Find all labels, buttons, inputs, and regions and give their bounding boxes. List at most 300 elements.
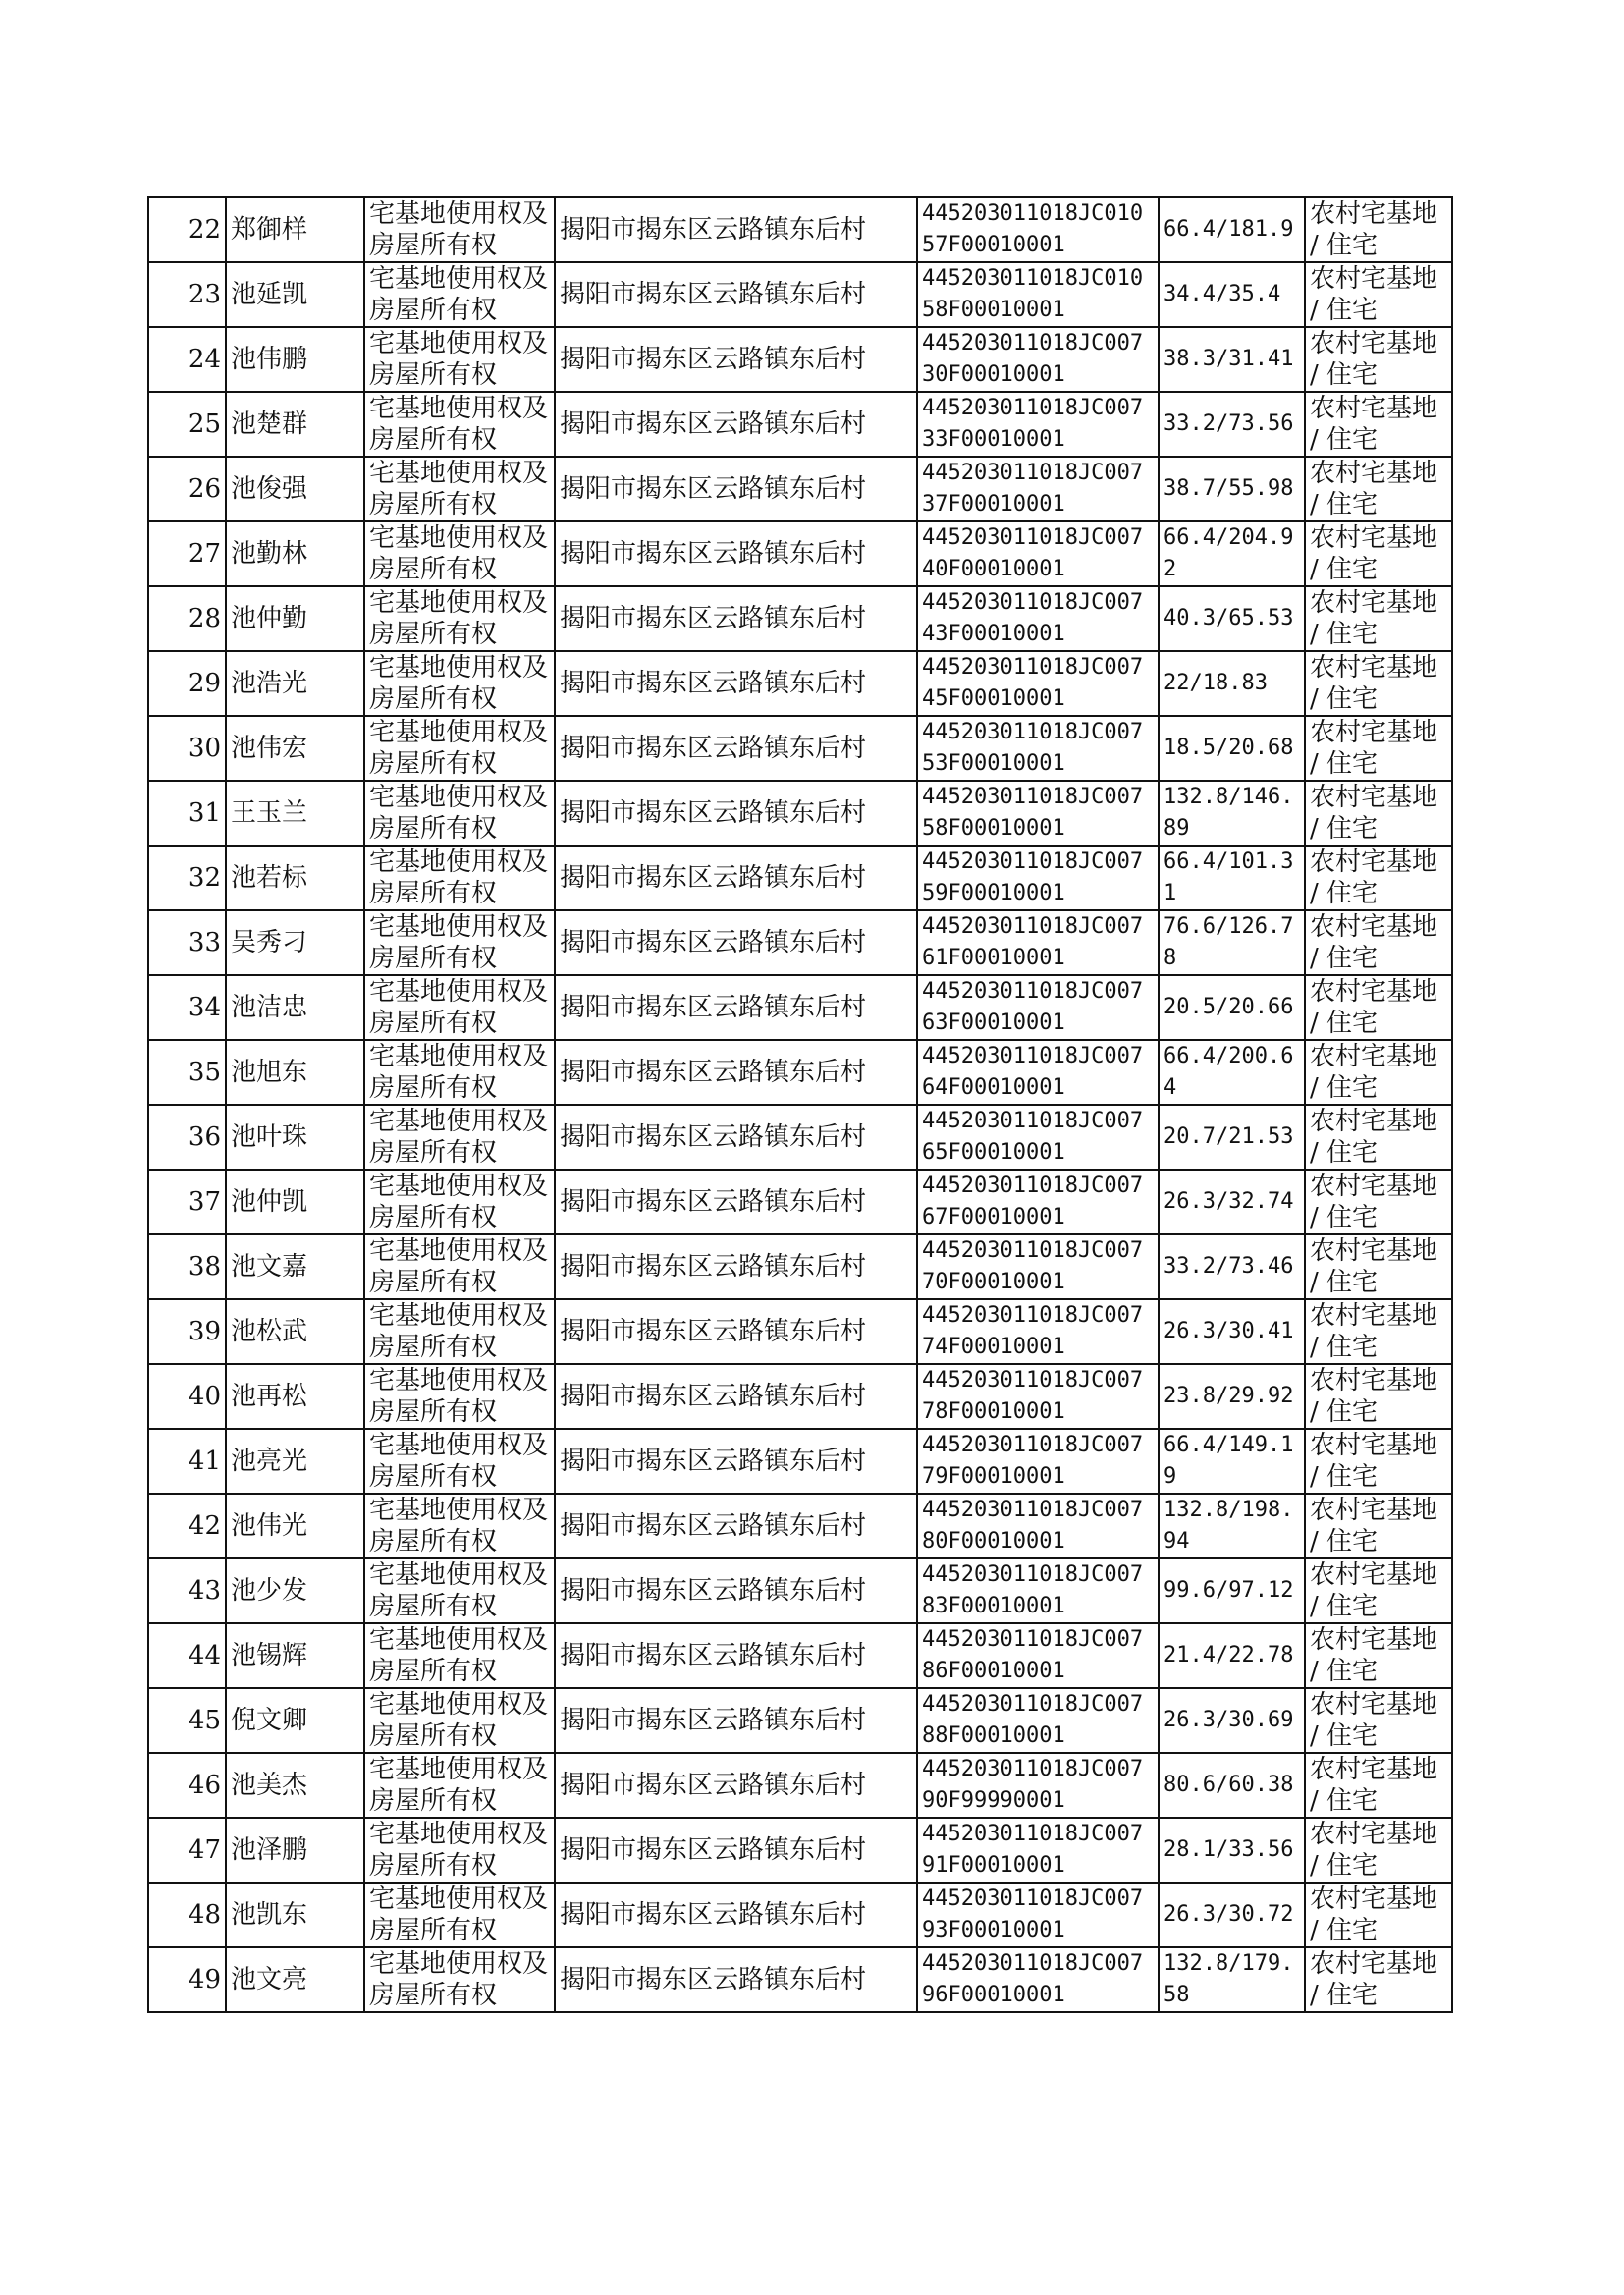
unit-id [917, 327, 1159, 392]
area-text: 40.3/65.53 [1164, 606, 1294, 630]
unit-id-text: 445203011018JC01058F00010001 [922, 266, 1144, 322]
property-location [555, 392, 917, 457]
unit-id-text: 445203011018JC00733F00010001 [922, 396, 1144, 452]
table-row [148, 1883, 1452, 1947]
land-use [1305, 1818, 1452, 1883]
no-text: 22 [188, 215, 221, 245]
row-number [148, 1299, 226, 1364]
owner-name [226, 651, 364, 716]
property-location [555, 1947, 917, 2012]
right-type [364, 1753, 555, 1818]
area-value [1159, 457, 1305, 521]
location-text: 揭阳市揭东区云路镇东后村 [560, 1771, 867, 1800]
area-value [1159, 1234, 1305, 1299]
owner-name [226, 1234, 364, 1299]
property-location [555, 910, 917, 975]
table-row [148, 1429, 1452, 1494]
land-use [1305, 392, 1452, 457]
area-text: 132.8/179.58 [1164, 1951, 1294, 2007]
no-text: 26 [188, 474, 221, 504]
row-number [148, 1688, 226, 1753]
unit-id-text: 445203011018JC01057F00010001 [922, 201, 1144, 257]
land-use [1305, 1494, 1452, 1558]
use-text: 农村宅基地 / 住宅 [1310, 1236, 1438, 1297]
no-text: 44 [188, 1641, 221, 1670]
right-type-text: 宅基地使用权及房屋所有权 [369, 1755, 549, 1816]
table-row [148, 651, 1452, 716]
area-value [1159, 1558, 1305, 1623]
right-type [364, 1688, 555, 1753]
name-text: 池锡辉 [231, 1641, 308, 1670]
land-use [1305, 1883, 1452, 1947]
name-text: 池伟光 [231, 1511, 308, 1541]
property-location [555, 327, 917, 392]
row-number [148, 1623, 226, 1688]
use-text: 农村宅基地 / 住宅 [1310, 1885, 1438, 1945]
table-row [148, 1040, 1452, 1105]
no-text: 29 [188, 669, 221, 698]
land-use [1305, 262, 1452, 327]
area-text: 26.3/30.69 [1164, 1708, 1294, 1732]
use-text: 农村宅基地 / 住宅 [1310, 588, 1438, 649]
property-location [555, 1558, 917, 1623]
right-type-text: 宅基地使用权及房屋所有权 [369, 329, 549, 390]
location-text: 揭阳市揭东区云路镇东后村 [560, 215, 867, 245]
owner-name [226, 1818, 364, 1883]
location-text: 揭阳市揭东区云路镇东后村 [560, 928, 867, 957]
location-text: 揭阳市揭东区云路镇东后村 [560, 1447, 867, 1476]
right-type [364, 1364, 555, 1429]
table-row [148, 1234, 1452, 1299]
no-text: 25 [188, 410, 221, 439]
row-number [148, 975, 226, 1040]
right-type-text: 宅基地使用权及房屋所有权 [369, 588, 549, 649]
area-value [1159, 1688, 1305, 1753]
area-value [1159, 521, 1305, 586]
no-text: 40 [188, 1382, 221, 1411]
area-value [1159, 1818, 1305, 1883]
table-row [148, 1364, 1452, 1429]
unit-id [917, 392, 1159, 457]
right-type [364, 521, 555, 586]
area-value [1159, 1105, 1305, 1170]
area-text: 66.4/200.64 [1164, 1044, 1294, 1100]
table-row [148, 1818, 1452, 1883]
owner-name [226, 1040, 364, 1105]
area-value [1159, 651, 1305, 716]
unit-id-text: 445203011018JC00740F00010001 [922, 525, 1144, 581]
name-text: 池俊强 [231, 474, 308, 504]
no-text: 35 [188, 1058, 221, 1087]
owner-name [226, 1494, 364, 1558]
row-number [148, 586, 226, 651]
right-type [364, 781, 555, 846]
unit-id-text: 445203011018JC00753F00010001 [922, 720, 1144, 776]
right-type-text: 宅基地使用权及房屋所有权 [369, 1625, 549, 1686]
location-text: 揭阳市揭东区云路镇东后村 [560, 1058, 867, 1087]
right-type [364, 586, 555, 651]
table-row [148, 1170, 1452, 1234]
table-row [148, 910, 1452, 975]
land-use [1305, 1299, 1452, 1364]
right-type [364, 457, 555, 521]
name-text: 池美杰 [231, 1771, 308, 1800]
property-location [555, 1883, 917, 1947]
no-text: 32 [188, 863, 221, 893]
name-text: 池洁忠 [231, 993, 308, 1022]
location-text: 揭阳市揭东区云路镇东后村 [560, 993, 867, 1022]
use-text: 农村宅基地 / 住宅 [1310, 783, 1438, 844]
unit-id [917, 1105, 1159, 1170]
area-text: 99.6/97.12 [1164, 1578, 1294, 1603]
name-text: 郑御样 [231, 215, 308, 245]
name-text: 池松武 [231, 1317, 308, 1346]
row-number [148, 521, 226, 586]
area-value [1159, 1753, 1305, 1818]
name-text: 池凯东 [231, 1900, 308, 1930]
property-location [555, 846, 917, 910]
area-text: 66.4/101.31 [1164, 849, 1294, 905]
row-number [148, 781, 226, 846]
use-text: 农村宅基地 / 住宅 [1310, 718, 1438, 779]
property-location [555, 1364, 917, 1429]
property-location [555, 1818, 917, 1883]
right-type [364, 651, 555, 716]
property-location [555, 1234, 917, 1299]
unit-id [917, 1883, 1159, 1947]
property-location [555, 716, 917, 781]
no-text: 41 [188, 1447, 221, 1476]
location-text: 揭阳市揭东区云路镇东后村 [560, 1576, 867, 1606]
owner-name [226, 1170, 364, 1234]
land-use [1305, 1364, 1452, 1429]
right-type-text: 宅基地使用权及房屋所有权 [369, 912, 549, 973]
owner-name [226, 327, 364, 392]
location-text: 揭阳市揭东区云路镇东后村 [560, 734, 867, 763]
right-type [364, 1299, 555, 1364]
table-row [148, 1494, 1452, 1558]
land-use [1305, 1040, 1452, 1105]
row-number [148, 846, 226, 910]
area-text: 33.2/73.56 [1164, 411, 1294, 436]
right-type [364, 1234, 555, 1299]
table-row [148, 716, 1452, 781]
table-row [148, 1688, 1452, 1753]
no-text: 43 [188, 1576, 221, 1606]
row-number [148, 197, 226, 262]
property-location [555, 1623, 917, 1688]
area-text: 18.5/20.68 [1164, 736, 1294, 760]
row-number [148, 1947, 226, 2012]
name-text: 池少发 [231, 1576, 308, 1606]
land-use [1305, 1105, 1452, 1170]
land-use [1305, 457, 1452, 521]
right-type [364, 197, 555, 262]
no-text: 37 [188, 1187, 221, 1217]
use-text: 农村宅基地 / 住宅 [1310, 199, 1438, 260]
property-location [555, 781, 917, 846]
area-text: 20.5/20.66 [1164, 995, 1294, 1019]
area-value [1159, 1429, 1305, 1494]
owner-name [226, 586, 364, 651]
row-number [148, 651, 226, 716]
area-text: 28.1/33.56 [1164, 1837, 1294, 1862]
unit-id-text: 445203011018JC00770F00010001 [922, 1238, 1144, 1294]
table-row [148, 586, 1452, 651]
use-text: 农村宅基地 / 住宅 [1310, 394, 1438, 455]
area-value [1159, 197, 1305, 262]
use-text: 农村宅基地 / 住宅 [1310, 1949, 1438, 2010]
unit-id [917, 910, 1159, 975]
property-location [555, 1494, 917, 1558]
area-value [1159, 1364, 1305, 1429]
right-type-text: 宅基地使用权及房屋所有权 [369, 653, 549, 714]
use-text: 农村宅基地 / 住宅 [1310, 264, 1438, 325]
unit-id-text: 445203011018JC00796F00010001 [922, 1951, 1144, 2007]
records-table [147, 196, 1453, 2013]
area-value [1159, 1170, 1305, 1234]
no-text: 47 [188, 1835, 221, 1865]
no-text: 48 [188, 1900, 221, 1930]
right-type [364, 1818, 555, 1883]
use-text: 农村宅基地 / 住宅 [1310, 977, 1438, 1038]
table-row [148, 327, 1452, 392]
right-type-text: 宅基地使用权及房屋所有权 [369, 264, 549, 325]
unit-id-text: 445203011018JC00767F00010001 [922, 1174, 1144, 1229]
location-text: 揭阳市揭东区云路镇东后村 [560, 1122, 867, 1152]
area-value [1159, 1623, 1305, 1688]
location-text: 揭阳市揭东区云路镇东后村 [560, 1835, 867, 1865]
area-value [1159, 586, 1305, 651]
property-location [555, 586, 917, 651]
table-row [148, 1558, 1452, 1623]
area-text: 33.2/73.46 [1164, 1254, 1294, 1279]
owner-name [226, 1623, 364, 1688]
unit-id [917, 781, 1159, 846]
row-number [148, 1818, 226, 1883]
no-text: 34 [188, 993, 221, 1022]
area-value [1159, 1040, 1305, 1105]
use-text: 农村宅基地 / 住宅 [1310, 459, 1438, 519]
property-location [555, 1753, 917, 1818]
right-type [364, 1558, 555, 1623]
area-text: 66.4/204.92 [1164, 525, 1294, 581]
area-text: 34.4/35.4 [1164, 282, 1281, 306]
area-text: 22/18.83 [1164, 671, 1268, 695]
right-type [364, 910, 555, 975]
unit-id [917, 1234, 1159, 1299]
right-type-text: 宅基地使用权及房屋所有权 [369, 1172, 549, 1232]
no-text: 38 [188, 1252, 221, 1282]
owner-name [226, 197, 364, 262]
use-text: 农村宅基地 / 住宅 [1310, 1042, 1438, 1103]
unit-id-text: 445203011018JC00730F00010001 [922, 331, 1144, 387]
area-value [1159, 1494, 1305, 1558]
use-text: 农村宅基地 / 住宅 [1310, 1366, 1438, 1427]
owner-name [226, 1429, 364, 1494]
property-location [555, 262, 917, 327]
use-text: 农村宅基地 / 住宅 [1310, 847, 1438, 908]
no-text: 33 [188, 928, 221, 957]
area-value [1159, 262, 1305, 327]
table-row [148, 1105, 1452, 1170]
right-type-text: 宅基地使用权及房屋所有权 [369, 459, 549, 519]
area-text: 26.3/30.72 [1164, 1902, 1294, 1927]
unit-id-text: 445203011018JC00761F00010001 [922, 914, 1144, 970]
name-text: 池伟宏 [231, 734, 308, 763]
area-text: 38.7/55.98 [1164, 476, 1294, 501]
area-text: 76.6/126.78 [1164, 914, 1294, 970]
name-text: 池仲凯 [231, 1187, 308, 1217]
right-type-text: 宅基地使用权及房屋所有权 [369, 783, 549, 844]
owner-name [226, 457, 364, 521]
land-use [1305, 327, 1452, 392]
unit-id [917, 716, 1159, 781]
unit-id [917, 1299, 1159, 1364]
location-text: 揭阳市揭东区云路镇东后村 [560, 863, 867, 893]
location-text: 揭阳市揭东区云路镇东后村 [560, 539, 867, 569]
right-type-text: 宅基地使用权及房屋所有权 [369, 1301, 549, 1362]
right-type [364, 1429, 555, 1494]
right-type [364, 846, 555, 910]
name-text: 王玉兰 [231, 798, 308, 828]
use-text: 农村宅基地 / 住宅 [1310, 653, 1438, 714]
unit-id [917, 457, 1159, 521]
owner-name [226, 1558, 364, 1623]
right-type-text: 宅基地使用权及房屋所有权 [369, 394, 549, 455]
right-type-text: 宅基地使用权及房屋所有权 [369, 1949, 549, 2010]
right-type [364, 1105, 555, 1170]
unit-id [917, 1623, 1159, 1688]
area-value [1159, 392, 1305, 457]
land-use [1305, 1429, 1452, 1494]
right-type [364, 262, 555, 327]
land-use [1305, 197, 1452, 262]
area-value [1159, 975, 1305, 1040]
use-text: 农村宅基地 / 住宅 [1310, 1172, 1438, 1232]
unit-id-text: 445203011018JC00743F00010001 [922, 590, 1144, 646]
use-text: 农村宅基地 / 住宅 [1310, 1820, 1438, 1881]
unit-id [917, 262, 1159, 327]
right-type [364, 1040, 555, 1105]
location-text: 揭阳市揭东区云路镇东后村 [560, 1382, 867, 1411]
right-type [364, 716, 555, 781]
use-text: 农村宅基地 / 住宅 [1310, 1301, 1438, 1362]
name-text: 倪文卿 [231, 1706, 308, 1735]
right-type-text: 宅基地使用权及房屋所有权 [369, 1560, 549, 1621]
area-value [1159, 1883, 1305, 1947]
location-text: 揭阳市揭东区云路镇东后村 [560, 1187, 867, 1217]
owner-name [226, 1688, 364, 1753]
unit-id-text: 445203011018JC00788F00010001 [922, 1692, 1144, 1748]
table-row [148, 262, 1452, 327]
unit-id-text: 445203011018JC00774F00010001 [922, 1303, 1144, 1359]
owner-name [226, 910, 364, 975]
row-number [148, 262, 226, 327]
name-text: 池勤林 [231, 539, 308, 569]
use-text: 农村宅基地 / 住宅 [1310, 1107, 1438, 1168]
location-text: 揭阳市揭东区云路镇东后村 [560, 1900, 867, 1930]
area-value [1159, 910, 1305, 975]
unit-id-text: 445203011018JC00745F00010001 [922, 655, 1144, 711]
right-type [364, 1947, 555, 2012]
owner-name [226, 1883, 364, 1947]
area-text: 21.4/22.78 [1164, 1643, 1294, 1667]
name-text: 池伟鹏 [231, 345, 308, 374]
name-text: 池若标 [231, 863, 308, 893]
use-text: 农村宅基地 / 住宅 [1310, 1560, 1438, 1621]
area-value [1159, 781, 1305, 846]
use-text: 农村宅基地 / 住宅 [1310, 329, 1438, 390]
property-location [555, 521, 917, 586]
area-text: 23.8/29.92 [1164, 1384, 1294, 1408]
unit-id [917, 1429, 1159, 1494]
right-type [364, 327, 555, 392]
location-text: 揭阳市揭东区云路镇东后村 [560, 410, 867, 439]
land-use [1305, 1623, 1452, 1688]
right-type [364, 1883, 555, 1947]
no-text: 39 [188, 1317, 221, 1346]
right-type-text: 宅基地使用权及房屋所有权 [369, 1885, 549, 1945]
no-text: 42 [188, 1511, 221, 1541]
area-value [1159, 327, 1305, 392]
use-text: 农村宅基地 / 住宅 [1310, 1496, 1438, 1557]
land-use [1305, 1947, 1452, 2012]
location-text: 揭阳市揭东区云路镇东后村 [560, 280, 867, 309]
name-text: 池浩光 [231, 669, 308, 698]
row-number [148, 1234, 226, 1299]
property-location [555, 1688, 917, 1753]
right-type-text: 宅基地使用权及房屋所有权 [369, 1042, 549, 1103]
area-value [1159, 1947, 1305, 2012]
land-use [1305, 781, 1452, 846]
owner-name [226, 846, 364, 910]
unit-id-text: 445203011018JC00783F00010001 [922, 1562, 1144, 1618]
area-text: 26.3/32.74 [1164, 1189, 1294, 1214]
area-text: 66.4/149.19 [1164, 1433, 1294, 1489]
land-use [1305, 910, 1452, 975]
no-text: 24 [188, 345, 221, 374]
unit-id-text: 445203011018JC00779F00010001 [922, 1433, 1144, 1489]
unit-id [917, 586, 1159, 651]
unit-id [917, 1558, 1159, 1623]
unit-id [917, 846, 1159, 910]
right-type [364, 975, 555, 1040]
right-type-text: 宅基地使用权及房屋所有权 [369, 1690, 549, 1751]
unit-id-text: 445203011018JC00778F00010001 [922, 1368, 1144, 1424]
land-use [1305, 521, 1452, 586]
area-value [1159, 1299, 1305, 1364]
name-text: 池楚群 [231, 410, 308, 439]
unit-id [917, 1688, 1159, 1753]
row-number [148, 1429, 226, 1494]
row-number [148, 1883, 226, 1947]
row-number [148, 1105, 226, 1170]
property-location [555, 1105, 917, 1170]
property-location [555, 197, 917, 262]
name-text: 池文嘉 [231, 1252, 308, 1282]
unit-id [917, 1494, 1159, 1558]
use-text: 农村宅基地 / 住宅 [1310, 523, 1438, 584]
row-number [148, 1364, 226, 1429]
table-row [148, 975, 1452, 1040]
land-use [1305, 975, 1452, 1040]
location-text: 揭阳市揭东区云路镇东后村 [560, 1252, 867, 1282]
right-type-text: 宅基地使用权及房屋所有权 [369, 523, 549, 584]
owner-name [226, 781, 364, 846]
name-text: 池延凯 [231, 280, 308, 309]
owner-name [226, 262, 364, 327]
